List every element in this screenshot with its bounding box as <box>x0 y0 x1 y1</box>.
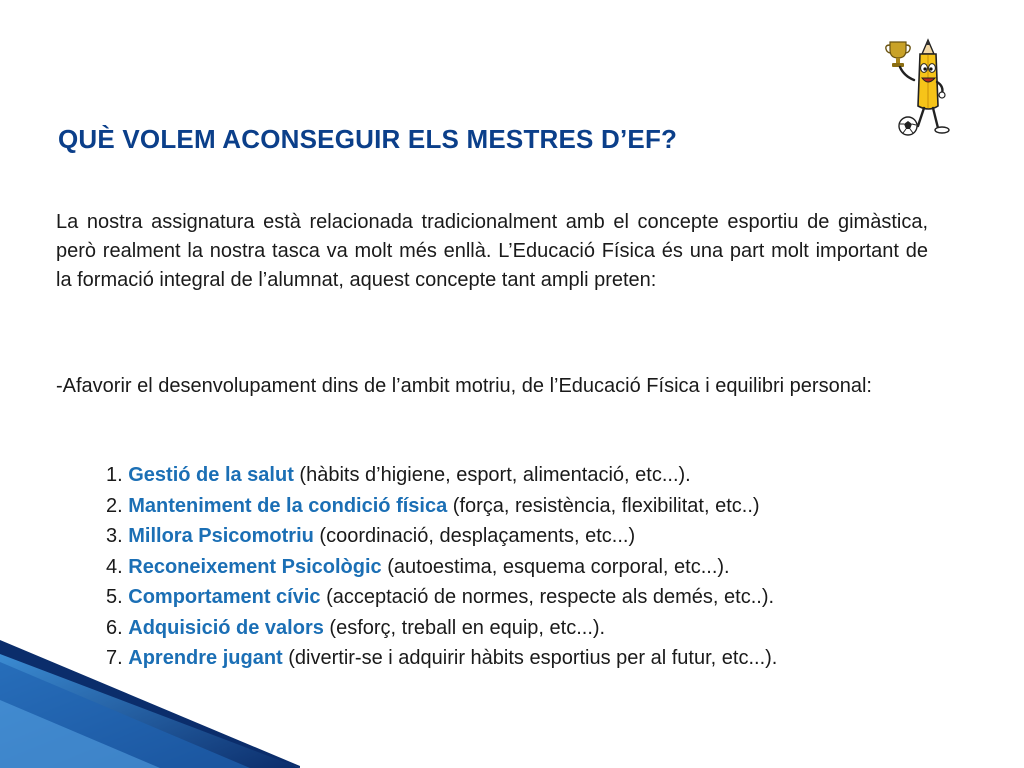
goal-title: Comportament cívic <box>128 586 321 608</box>
goal-number: 2. <box>106 494 123 517</box>
goal-title: Millora Psicomotriu <box>128 525 314 547</box>
pencil-mascot-with-trophy-icon <box>884 36 954 140</box>
goal-item <box>106 521 777 552</box>
intro-paragraph: La nostra assignatura està relacionada tradicionalment amb el concepte esportiu de gimàstica, però realment la nostra tasca va molt més enllà. L’Educació Física és una part molt important de la formació integral de l’alumnat, aquest concepte tant ampli preten: <box>56 211 928 291</box>
goal-item <box>106 552 777 583</box>
goal-item <box>106 613 777 644</box>
goal-number: 4. <box>106 555 123 578</box>
goal-detail: (força, resistència, flexibilitat, etc..) <box>452 494 760 517</box>
goal-title: Aprendre jugant <box>128 647 283 669</box>
goal-detail: (coordinació, desplaçaments, etc...) <box>319 525 636 547</box>
slide-title: QUÈ VOLEM ACONSEGUIR ELS MESTRES D’EF? <box>58 124 678 154</box>
goal-item <box>106 582 777 613</box>
goal-number: 1. <box>106 464 123 486</box>
lead-paragraph: -Afavorir el desenvolupament dins de l’ambit motriu, de l’Educació Física i equilibri personal: <box>56 375 872 397</box>
goal-title: Adquisició de valors <box>128 616 324 639</box>
goal-number: 7. <box>106 647 123 669</box>
goal-detail: (esforç, treball en equip, etc...). <box>329 616 606 639</box>
goal-detail: (acceptació de normes, respecte als demés, etc..). <box>326 586 775 608</box>
goal-number: 3. <box>106 525 123 547</box>
goal-detail: (autoestima, esquema corporal, etc...). <box>387 555 730 578</box>
goal-title: Gestió de la salut <box>128 464 294 486</box>
goal-detail: (hàbits d’higiene, esport, alimentació, etc...). <box>299 464 691 486</box>
goal-number: 5. <box>106 586 123 608</box>
goal-number: 6. <box>106 616 123 639</box>
corner-swoosh-decoration <box>0 640 300 768</box>
goal-item <box>106 460 777 491</box>
goal-title: Manteniment de la condició física <box>128 494 448 517</box>
goal-item <box>106 491 777 522</box>
goal-detail: (divertir-se i adquirir hàbits esportius per al futur, etc...). <box>288 647 778 669</box>
goal-title: Reconeixement Psicològic <box>128 555 382 578</box>
